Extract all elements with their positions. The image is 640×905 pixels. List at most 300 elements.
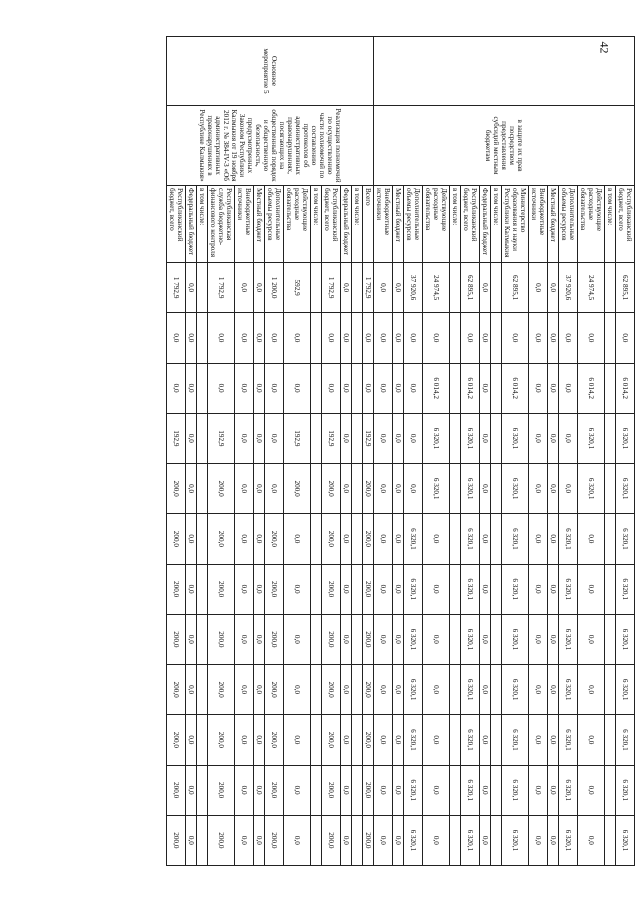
amount-cell: 0,0 <box>548 363 559 413</box>
amount-cell: 0,0 <box>559 363 578 413</box>
amount-cell: 6 320,1 <box>404 564 423 614</box>
amount-cell <box>197 313 208 363</box>
amount-cell: 0,0 <box>548 464 559 514</box>
amount-cell: 0,0 <box>461 313 480 363</box>
amount-cell: 200,0 <box>208 715 235 765</box>
amount-cell: 0,0 <box>548 815 559 865</box>
amount-cell <box>352 363 363 413</box>
amount-cell <box>197 514 208 564</box>
amount-cell <box>450 263 461 313</box>
amount-cell: 0,0 <box>423 765 450 815</box>
amount-cell: 0,0 <box>529 665 548 715</box>
amount-cell: 0,0 <box>529 815 548 865</box>
amount-cell <box>352 815 363 865</box>
amount-cell: 0,0 <box>254 464 265 514</box>
amount-cell: 6 320,1 <box>559 665 578 715</box>
amount-cell: 6 320,1 <box>616 413 635 463</box>
amount-cell: 0,0 <box>548 715 559 765</box>
funding-source-cell: в том числе: <box>450 186 461 263</box>
amount-cell: 0,0 <box>529 765 548 815</box>
amount-cell: 0,0 <box>529 564 548 614</box>
amount-cell: 0,0 <box>374 614 393 664</box>
funding-source-cell: Федеральный бюджет <box>341 186 352 263</box>
amount-cell: 6 320,1 <box>404 765 423 815</box>
amount-cell: 200,0 <box>208 464 235 514</box>
amount-cell: 37 920,6 <box>404 263 423 313</box>
amount-cell: 6 320,1 <box>559 815 578 865</box>
amount-cell: 0,0 <box>235 715 254 765</box>
amount-cell: 0,0 <box>254 363 265 413</box>
amount-cell: 6 320,1 <box>559 514 578 564</box>
amount-cell: 0,0 <box>393 815 404 865</box>
amount-cell <box>197 464 208 514</box>
amount-cell <box>605 263 616 313</box>
amount-cell <box>311 263 322 313</box>
amount-cell: 6 320,1 <box>578 413 605 463</box>
amount-cell: 0,0 <box>186 715 197 765</box>
funding-source-cell: Федеральный бюджет <box>186 186 197 263</box>
amount-cell: 0,0 <box>559 413 578 463</box>
amount-cell <box>605 514 616 564</box>
amount-cell: 200,0 <box>363 665 374 715</box>
amount-cell <box>311 514 322 564</box>
amount-cell: 200,0 <box>265 514 284 564</box>
amount-cell <box>352 464 363 514</box>
amount-cell: 0,0 <box>529 363 548 413</box>
amount-cell: 0,0 <box>393 263 404 313</box>
amount-cell: 0,0 <box>322 363 341 413</box>
amount-cell <box>197 665 208 715</box>
amount-cell: 0,0 <box>480 665 491 715</box>
amount-cell: 0,0 <box>548 413 559 463</box>
amount-cell: 0,0 <box>578 665 605 715</box>
amount-cell: 6 014,2 <box>502 363 529 413</box>
amount-cell <box>450 815 461 865</box>
amount-cell: 0,0 <box>423 514 450 564</box>
amount-cell: 0,0 <box>393 665 404 715</box>
amount-cell: 0,0 <box>393 514 404 564</box>
amount-cell: 0,0 <box>265 313 284 363</box>
page-number: 42 <box>597 41 612 54</box>
amount-cell: 0,0 <box>423 614 450 664</box>
amount-cell: 200,0 <box>322 464 341 514</box>
amount-cell: 0,0 <box>393 564 404 614</box>
event-description-cell: в защите их прав посредством предоставления субсидий местным бюджетам <box>374 106 635 186</box>
amount-cell: 6 320,1 <box>616 464 635 514</box>
amount-cell: 0,0 <box>254 715 265 765</box>
funding-source-cell: Внебюджетные источники <box>529 186 548 263</box>
amount-cell: 0,0 <box>254 614 265 664</box>
amount-cell <box>352 564 363 614</box>
amount-cell: 0,0 <box>529 715 548 765</box>
amount-cell <box>197 614 208 664</box>
amount-cell: 0,0 <box>208 313 235 363</box>
amount-cell: 0,0 <box>559 464 578 514</box>
amount-cell: 0,0 <box>341 715 352 765</box>
amount-cell <box>352 765 363 815</box>
amount-cell: 0,0 <box>284 614 311 664</box>
amount-cell <box>197 564 208 614</box>
amount-cell <box>352 614 363 664</box>
amount-cell: 1 792,9 <box>167 263 186 313</box>
amount-cell <box>311 413 322 463</box>
amount-cell <box>352 665 363 715</box>
amount-cell: 0,0 <box>186 263 197 313</box>
amount-cell: 0,0 <box>235 514 254 564</box>
amount-cell: 200,0 <box>363 715 374 765</box>
event-label-cell <box>374 37 635 106</box>
amount-cell: 200,0 <box>322 715 341 765</box>
amount-cell: 0,0 <box>374 413 393 463</box>
amount-cell: 6 320,1 <box>461 715 480 765</box>
amount-cell: 0,0 <box>341 464 352 514</box>
amount-cell: 0,0 <box>186 413 197 463</box>
amount-cell: 0,0 <box>254 313 265 363</box>
amount-cell: 192,9 <box>363 413 374 463</box>
amount-cell <box>491 363 502 413</box>
amount-cell: 0,0 <box>235 564 254 614</box>
amount-cell <box>352 413 363 463</box>
amount-cell: 0,0 <box>363 363 374 413</box>
amount-cell: 200,0 <box>167 715 186 765</box>
amount-cell <box>197 263 208 313</box>
amount-cell: 0,0 <box>578 815 605 865</box>
amount-cell: 6 320,1 <box>502 715 529 765</box>
amount-cell: 0,0 <box>284 313 311 363</box>
amount-cell <box>197 413 208 463</box>
amount-cell: 6 320,1 <box>502 464 529 514</box>
amount-cell: 200,0 <box>167 765 186 815</box>
amount-cell: 0,0 <box>374 263 393 313</box>
amount-cell: 24 974,5 <box>578 263 605 313</box>
amount-cell: 0,0 <box>480 715 491 765</box>
amount-cell <box>352 263 363 313</box>
amount-cell: 6 014,2 <box>423 363 450 413</box>
amount-cell: 200,0 <box>363 464 374 514</box>
funding-source-cell: Действующие расходные обязательства <box>423 186 450 263</box>
amount-cell: 200,0 <box>363 765 374 815</box>
amount-cell: 6 320,1 <box>423 413 450 463</box>
amount-cell: 0,0 <box>423 715 450 765</box>
amount-cell: 200,0 <box>265 765 284 815</box>
amount-cell: 0,0 <box>578 313 605 363</box>
amount-cell: 0,0 <box>265 464 284 514</box>
amount-cell: 6 320,1 <box>616 564 635 614</box>
amount-cell: 1 792,9 <box>363 263 374 313</box>
amount-cell: 0,0 <box>208 363 235 413</box>
amount-cell <box>311 665 322 715</box>
budget-table <box>166 36 635 866</box>
amount-cell: 0,0 <box>254 765 265 815</box>
amount-cell: 6 320,1 <box>616 715 635 765</box>
amount-cell: 200,0 <box>363 614 374 664</box>
amount-cell <box>197 765 208 815</box>
amount-cell: 0,0 <box>186 665 197 715</box>
amount-cell: 0,0 <box>374 665 393 715</box>
amount-cell <box>352 715 363 765</box>
amount-cell <box>491 715 502 765</box>
funding-source-cell: Федеральный бюджет <box>480 186 491 263</box>
amount-cell: 200,0 <box>167 514 186 564</box>
amount-cell: 6 320,1 <box>404 665 423 715</box>
amount-cell: 0,0 <box>480 765 491 815</box>
amount-cell: 0,0 <box>548 564 559 614</box>
funding-source-cell: Министерство образования и науки Республики Калмыкия <box>502 186 529 263</box>
amount-cell: 0,0 <box>235 363 254 413</box>
amount-cell: 200,0 <box>167 815 186 865</box>
amount-cell: 0,0 <box>393 614 404 664</box>
amount-cell: 0,0 <box>254 263 265 313</box>
amount-cell: 0,0 <box>341 514 352 564</box>
amount-cell: 592,9 <box>284 263 311 313</box>
amount-cell: 0,0 <box>374 363 393 413</box>
amount-cell: 0,0 <box>480 614 491 664</box>
amount-cell: 6 320,1 <box>461 665 480 715</box>
amount-cell: 200,0 <box>208 614 235 664</box>
amount-cell: 6 320,1 <box>616 514 635 564</box>
amount-cell: 6 320,1 <box>423 464 450 514</box>
amount-cell: 0,0 <box>186 564 197 614</box>
amount-cell: 0,0 <box>578 715 605 765</box>
funding-source-cell: Внебюджетные источники <box>374 186 393 263</box>
amount-cell: 0,0 <box>529 464 548 514</box>
amount-cell: 6 320,1 <box>559 715 578 765</box>
amount-cell: 0,0 <box>235 413 254 463</box>
amount-cell <box>450 614 461 664</box>
amount-cell: 0,0 <box>341 413 352 463</box>
amount-cell: 0,0 <box>480 313 491 363</box>
amount-cell: 0,0 <box>235 464 254 514</box>
amount-cell: 0,0 <box>186 464 197 514</box>
event-label-cell: Основное мероприятие 5 <box>167 37 374 106</box>
amount-cell <box>491 413 502 463</box>
amount-cell: 0,0 <box>235 614 254 664</box>
amount-cell: 0,0 <box>480 514 491 564</box>
table-block-b <box>167 37 374 866</box>
amount-cell: 6 320,1 <box>502 564 529 614</box>
amount-cell: 192,9 <box>208 413 235 463</box>
amount-cell: 0,0 <box>548 665 559 715</box>
funding-source-cell: в том числе: <box>197 186 208 263</box>
amount-cell: 0,0 <box>186 815 197 865</box>
amount-cell <box>605 815 616 865</box>
funding-source-cell: Действующие расходные обязательства <box>578 186 605 263</box>
amount-cell: 6 320,1 <box>502 665 529 715</box>
amount-cell: 0,0 <box>529 614 548 664</box>
funding-source-cell: Местный бюджет <box>548 186 559 263</box>
funding-source-cell: Дополнительные объемы ресурсов <box>559 186 578 263</box>
amount-cell: 0,0 <box>186 514 197 564</box>
amount-cell: 6 320,1 <box>461 413 480 463</box>
amount-cell: 0,0 <box>480 363 491 413</box>
funding-source-cell: Дополнительные объемы ресурсов <box>265 186 284 263</box>
amount-cell: 200,0 <box>167 614 186 664</box>
amount-cell: 6 320,1 <box>616 614 635 664</box>
amount-cell: 0,0 <box>548 514 559 564</box>
funding-source-cell: Действующие расходные обязательства <box>284 186 311 263</box>
amount-cell: 200,0 <box>322 765 341 815</box>
amount-cell: 6 320,1 <box>616 665 635 715</box>
amount-cell: 0,0 <box>341 614 352 664</box>
amount-cell: 6 320,1 <box>461 564 480 614</box>
amount-cell <box>605 564 616 614</box>
amount-cell <box>605 464 616 514</box>
amount-cell: 0,0 <box>393 464 404 514</box>
funding-source-cell: Внебюджетные источники <box>235 186 254 263</box>
amount-cell: 192,9 <box>284 413 311 463</box>
amount-cell: 200,0 <box>265 815 284 865</box>
funding-source-cell: Всего <box>363 186 374 263</box>
amount-cell: 0,0 <box>322 313 341 363</box>
amount-cell: 0,0 <box>404 413 423 463</box>
amount-cell: 0,0 <box>235 263 254 313</box>
event-description-cell: Реализация полномочий по осуществлению части полномочий по составлению протоколов об административных правонарушениях, посягающих на общественный порядок и общественную безопасность, предусмотренных Законом Республики Калмыкия от 19 ноября 2012 г. № 384-IV-З «Об административных правонарушениях в Республике Калмыкия» <box>167 106 374 186</box>
amount-cell: 0,0 <box>480 413 491 463</box>
amount-cell: 1 792,9 <box>322 263 341 313</box>
amount-cell: 0,0 <box>404 363 423 413</box>
funding-source-cell: в том числе: <box>352 186 363 263</box>
amount-cell: 0,0 <box>341 665 352 715</box>
amount-cell <box>197 363 208 413</box>
amount-cell: 0,0 <box>284 715 311 765</box>
amount-cell: 0,0 <box>235 665 254 715</box>
amount-cell <box>450 514 461 564</box>
amount-cell: 6 320,1 <box>404 815 423 865</box>
amount-cell <box>605 715 616 765</box>
amount-cell <box>450 413 461 463</box>
amount-cell <box>491 765 502 815</box>
amount-cell <box>605 363 616 413</box>
table-row <box>616 37 635 866</box>
amount-cell: 0,0 <box>341 564 352 614</box>
amount-cell: 1 792,9 <box>208 263 235 313</box>
amount-cell: 0,0 <box>616 313 635 363</box>
amount-cell <box>605 614 616 664</box>
funding-source-cell: в том числе: <box>311 186 322 263</box>
amount-cell: 0,0 <box>393 765 404 815</box>
funding-source-cell: в том числе: <box>605 186 616 263</box>
amount-cell: 0,0 <box>254 815 265 865</box>
amount-cell: 200,0 <box>322 614 341 664</box>
amount-cell: 200,0 <box>265 614 284 664</box>
amount-cell: 37 920,6 <box>559 263 578 313</box>
amount-cell: 0,0 <box>578 614 605 664</box>
amount-cell: 0,0 <box>235 815 254 865</box>
amount-cell: 200,0 <box>167 665 186 715</box>
amount-cell: 6 320,1 <box>461 815 480 865</box>
amount-cell: 0,0 <box>265 413 284 463</box>
amount-cell: 1 200,0 <box>265 263 284 313</box>
amount-cell: 0,0 <box>480 464 491 514</box>
amount-cell: 6 320,1 <box>502 413 529 463</box>
amount-cell <box>450 464 461 514</box>
amount-cell: 200,0 <box>167 564 186 614</box>
amount-cell: 6 320,1 <box>461 765 480 815</box>
funding-source-cell: Местный бюджет <box>393 186 404 263</box>
funding-source-cell: Местный бюджет <box>254 186 265 263</box>
amount-cell: 24 974,5 <box>423 263 450 313</box>
amount-cell: 0,0 <box>284 665 311 715</box>
amount-cell <box>605 313 616 363</box>
amount-cell <box>450 665 461 715</box>
amount-cell: 6 320,1 <box>502 614 529 664</box>
amount-cell: 200,0 <box>322 564 341 614</box>
amount-cell: 200,0 <box>265 564 284 614</box>
amount-cell: 6 014,2 <box>461 363 480 413</box>
amount-cell: 6 320,1 <box>404 614 423 664</box>
amount-cell <box>491 665 502 715</box>
funding-source-cell: в том числе: <box>491 186 502 263</box>
amount-cell: 200,0 <box>265 715 284 765</box>
amount-cell: 0,0 <box>254 564 265 614</box>
amount-cell: 0,0 <box>393 363 404 413</box>
amount-cell <box>311 715 322 765</box>
amount-cell: 200,0 <box>322 815 341 865</box>
amount-cell: 6 320,1 <box>616 765 635 815</box>
amount-cell: 200,0 <box>208 815 235 865</box>
amount-cell: 0,0 <box>502 313 529 363</box>
amount-cell: 200,0 <box>265 665 284 715</box>
amount-cell: 0,0 <box>341 263 352 313</box>
amount-cell: 6 320,1 <box>404 514 423 564</box>
amount-cell <box>197 715 208 765</box>
amount-cell: 0,0 <box>265 363 284 413</box>
amount-cell <box>450 715 461 765</box>
amount-cell: 0,0 <box>341 815 352 865</box>
amount-cell: 0,0 <box>529 413 548 463</box>
amount-cell: 0,0 <box>284 815 311 865</box>
amount-cell <box>352 514 363 564</box>
amount-cell <box>311 363 322 413</box>
amount-cell: 0,0 <box>480 815 491 865</box>
amount-cell: 62 895,1 <box>502 263 529 313</box>
amount-cell: 62 895,1 <box>461 263 480 313</box>
amount-cell: 6 320,1 <box>461 614 480 664</box>
amount-cell: 0,0 <box>167 363 186 413</box>
amount-cell: 0,0 <box>480 564 491 614</box>
amount-cell: 0,0 <box>284 564 311 614</box>
amount-cell <box>311 313 322 363</box>
table-row <box>363 37 374 866</box>
amount-cell: 0,0 <box>374 564 393 614</box>
amount-cell <box>491 614 502 664</box>
amount-cell: 200,0 <box>363 514 374 564</box>
amount-cell: 0,0 <box>167 313 186 363</box>
amount-cell: 0,0 <box>393 715 404 765</box>
amount-cell: 0,0 <box>374 815 393 865</box>
funding-source-cell: Республиканская служба бюджетно-финансового контроля <box>208 186 235 263</box>
amount-cell: 0,0 <box>374 464 393 514</box>
amount-cell: 0,0 <box>186 363 197 413</box>
amount-cell: 200,0 <box>322 665 341 715</box>
amount-cell <box>605 765 616 815</box>
amount-cell: 0,0 <box>186 614 197 664</box>
amount-cell: 0,0 <box>186 313 197 363</box>
amount-cell <box>311 614 322 664</box>
funding-source-cell: Республиканский бюджет, всего <box>616 186 635 263</box>
amount-cell: 62 895,1 <box>616 263 635 313</box>
amount-cell: 192,9 <box>167 413 186 463</box>
amount-cell: 0,0 <box>393 313 404 363</box>
amount-cell <box>605 413 616 463</box>
amount-cell <box>311 765 322 815</box>
amount-cell: 0,0 <box>559 313 578 363</box>
amount-cell: 0,0 <box>529 313 548 363</box>
amount-cell: 0,0 <box>548 263 559 313</box>
amount-cell: 0,0 <box>284 363 311 413</box>
amount-cell <box>450 313 461 363</box>
amount-cell <box>450 765 461 815</box>
